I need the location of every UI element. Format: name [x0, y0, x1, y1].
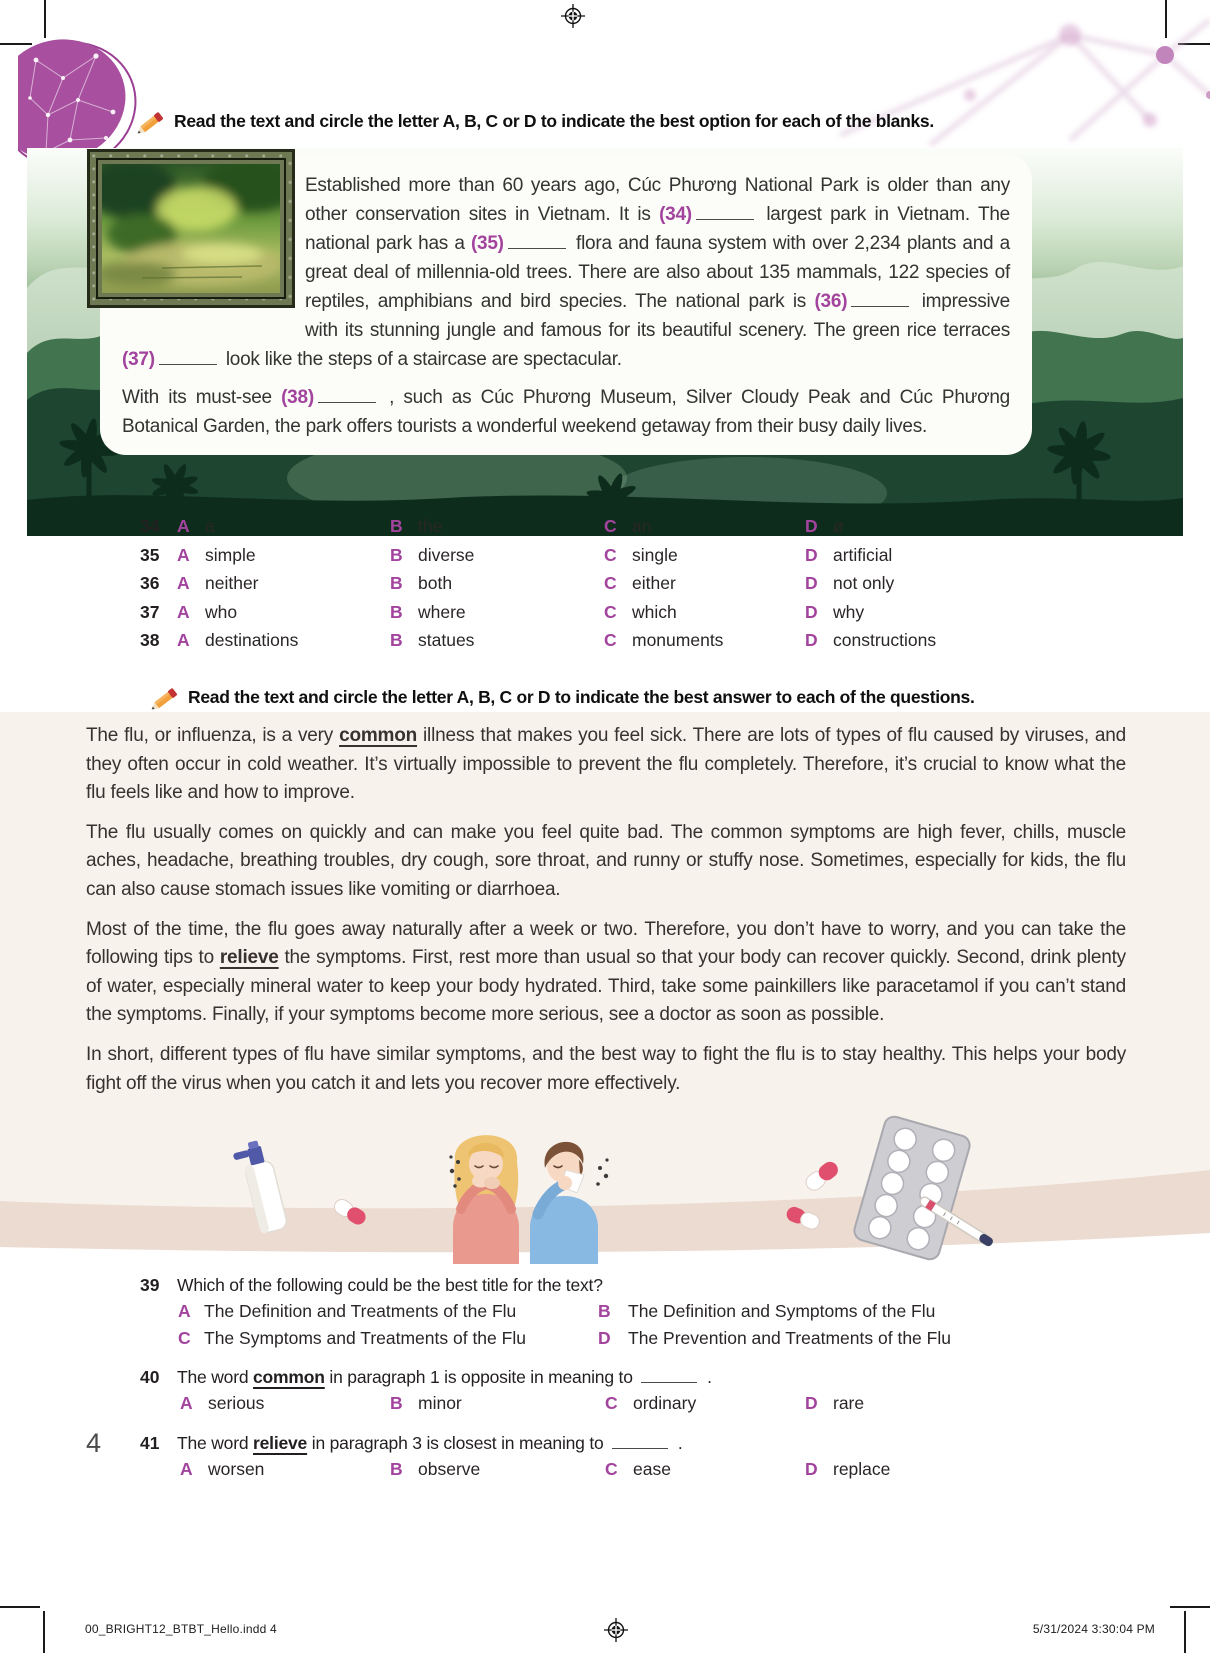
crop-mark	[1184, 1611, 1186, 1653]
choice-text-c: an	[632, 516, 652, 536]
choice-letter-c: C	[604, 630, 617, 651]
choice-text-c: either	[632, 573, 676, 594]
exercise1-instruction-text: Read the text and circle the letter A, B, C or D to indicate the best option for each of the blanks.	[174, 111, 934, 131]
choice-text-a: simple	[205, 544, 256, 565]
choice-letter-a: A	[180, 1393, 193, 1413]
question-40-options	[180, 1390, 1135, 1417]
jungle-photo-inner-frame	[96, 158, 286, 299]
choice-letter-d: D	[805, 601, 818, 622]
option-row	[178, 1298, 1135, 1325]
choice-text-d: not only	[833, 573, 895, 594]
stem-text: .	[702, 1367, 712, 1387]
paragraph-text: the symptoms. First, rest more than usual so that your body can recover quickly. Second, drink plenty of water, especially mineral water to keep your body hydrated. Third, take some painkillers like paracetamol if you can’t stand the symptoms. Finally, if your symptoms become more serious, see a doctor as soon as possible.	[86, 947, 1126, 1026]
passage-text: With its must-see	[122, 387, 282, 408]
question-stem	[177, 1430, 1135, 1456]
paragraph-text: The flu, or influenza, is a very	[86, 725, 340, 746]
exercise1-options	[140, 516, 1140, 659]
question-stem: Which of the following could be the best title for the text?	[177, 1275, 603, 1295]
choice-text-a: worsen	[208, 1459, 265, 1479]
choice-text-b: observe	[418, 1459, 481, 1479]
choice-letter-a: A	[177, 573, 190, 594]
blank-number-35: (35)	[470, 233, 504, 254]
option-row-34	[140, 516, 1140, 545]
keyword-relieve: relieve	[253, 1433, 308, 1453]
choice-letter-c: C	[604, 573, 617, 594]
choice-text-b: the	[418, 516, 443, 536]
choice-text-d: artificial	[833, 544, 893, 565]
choice-letter-b: B	[390, 630, 403, 651]
flu-passage	[86, 722, 1126, 1109]
choice-text-c: single	[632, 544, 678, 565]
jungle-photo-frame	[87, 149, 295, 308]
choice-text-d: why	[833, 601, 865, 622]
choice-letter-c: C	[178, 1327, 191, 1348]
passage-text: look like the steps of a staircase are spectacular.	[220, 349, 622, 370]
stem-text: in paragraph 1 is opposite in meaning to	[324, 1367, 638, 1387]
question-number: 40	[140, 1367, 160, 1387]
pencil-icon	[148, 686, 180, 714]
choice-letter-c: C	[604, 516, 617, 536]
flu-paragraph-1	[86, 722, 1126, 808]
stem-text: The word	[177, 1367, 254, 1387]
pill-blister-pack-icon	[852, 1114, 972, 1261]
question-number: 41	[140, 1433, 160, 1453]
choice-text-c: The Symptoms and Treatments of the Flu	[204, 1327, 526, 1348]
question-39-options	[178, 1298, 1135, 1351]
choice-text-b: statues	[418, 630, 475, 651]
choice-text-d: constructions	[833, 630, 937, 651]
choice-letter-a: A	[177, 516, 190, 536]
question-41	[140, 1430, 1135, 1456]
sneezing-woman-illustration	[449, 1135, 519, 1264]
stem-text: The word	[177, 1433, 254, 1453]
jungle-panel	[27, 148, 1183, 536]
choice-text-a: The Definition and Treatments of the Flu	[204, 1301, 517, 1321]
option-row-36	[140, 573, 1140, 602]
paragraph-text: illness that makes you feel sick. There are lots of types of flu caused by viruses, and they often occur in cold weather. It’s virtually impossible to prevent the flu completely. Therefore, it’s crucial to know what the flu feels like and how to improve.	[86, 725, 1127, 804]
choice-text-a: a	[205, 516, 215, 536]
question-41-options	[180, 1456, 1135, 1483]
choice-text-d: ø	[833, 516, 844, 536]
blank-number-38: (38)	[281, 387, 314, 408]
choice-letter-d: D	[805, 544, 818, 565]
crop-mark	[0, 1606, 40, 1608]
blank-line-36	[851, 291, 909, 307]
choice-text-b: where	[418, 601, 466, 622]
jungle-stream-photo	[102, 164, 280, 293]
keyword-relieve: relieve	[219, 947, 279, 969]
nasal-spray-icon	[231, 1138, 288, 1236]
choice-letter-a: A	[177, 601, 190, 622]
registration-mark-icon	[604, 1618, 628, 1642]
choice-letter-d: D	[805, 630, 818, 651]
choice-letter-c: C	[605, 1459, 618, 1479]
choice-text-a: who	[205, 601, 238, 622]
flu-paragraph-2: The flu usually comes on quickly and can make you feel quite bad. The common symptoms are high fever, chills, muscle aches, headache, breathing troubles, dry cough, sore throat, and runny or stuffy nose. Sometimes, especially for kids, the flu can also cause stomach issues like vomiting or diarrhoea.	[86, 821, 1126, 900]
question-number: 35	[140, 544, 160, 565]
choice-letter-b: B	[390, 516, 403, 536]
pencil-icon	[134, 110, 166, 138]
choice-letter-b: B	[390, 544, 403, 565]
choice-letter-c: C	[605, 1393, 618, 1413]
flu-paragraph-4: In short, different types of flu have similar symptoms, and the best way to fight the flu is to stay healthy. This helps your body fight off the virus when you catch it and lets you recover more effectively.	[86, 1043, 1126, 1094]
page-number: 4	[86, 1428, 102, 1458]
choice-text-c: monuments	[632, 630, 724, 651]
passage-text: Established more than 60 years ago, Cúc Phương National Park is older than any other conservation sites in Vietnam. It is	[305, 175, 1010, 225]
question-number: 39	[140, 1275, 160, 1295]
capsule-icon	[784, 1205, 821, 1232]
crop-mark	[1170, 1606, 1210, 1608]
comprehension-questions	[140, 1272, 1135, 1483]
choice-text-a: serious	[208, 1393, 265, 1413]
question-number: 38	[140, 630, 160, 651]
capsule-icon	[803, 1159, 841, 1194]
choice-letter-d: D	[805, 1459, 818, 1479]
blank-number-34: (34)	[659, 204, 692, 225]
choice-text-d: The Prevention and Treatments of the Flu	[628, 1327, 951, 1348]
keyword-common: common	[253, 1367, 325, 1387]
question-40	[140, 1364, 1135, 1390]
choice-text-b: diverse	[418, 544, 475, 565]
keyword-common: common	[339, 725, 418, 746]
choice-text-d: rare	[833, 1393, 865, 1413]
answer-blank	[612, 1435, 668, 1449]
choice-letter-b: B	[390, 601, 403, 622]
answer-blank	[641, 1369, 697, 1383]
sneezing-man-illustration	[530, 1142, 609, 1264]
passage-text: largest park in Vietnam. The national park has a	[305, 204, 1010, 254]
blank-line-38	[318, 387, 376, 403]
choice-letter-a: A	[178, 1301, 191, 1321]
passage-text: , such as Cúc Phương Museum, Silver Cloudy Peak and Cúc Phương Botanical Garden, the park offers tourists a wonderful weekend getaway from their busy daily lives.	[122, 387, 1010, 437]
passage-text: flora and fauna system with over 2,234 plants and a great deal of millennia-old trees. There are also about 135 mammals, 122 species of reptiles, amphibians and bird species. The national park is	[305, 233, 1010, 312]
choice-letter-d: D	[598, 1327, 611, 1348]
option-row-37	[140, 602, 1140, 631]
blank-line-35	[508, 233, 566, 249]
stem-text: .	[673, 1433, 683, 1453]
blank-number-36: (36)	[814, 291, 848, 312]
footer-datetime: 5/31/2024 3:30:04 PM	[1032, 1622, 1155, 1636]
choice-text-d: replace	[833, 1459, 891, 1479]
stem-text: in paragraph 3 is closest in meaning to	[307, 1433, 609, 1453]
choice-letter-a: A	[180, 1459, 193, 1479]
footer-filename: 00_BRIGHT12_BTBT_Hello.indd 4	[85, 1622, 277, 1636]
choice-text-b: minor	[418, 1393, 462, 1413]
choice-letter-b: B	[390, 573, 403, 594]
choice-text-c: ordinary	[633, 1393, 697, 1413]
choice-letter-c: C	[604, 601, 617, 622]
choice-text-a: destinations	[205, 630, 299, 651]
paragraph-text: Most of the time, the flu goes away naturally after a week or two. Therefore, you don’t have to worry, and you can take the following tips to	[86, 918, 1126, 969]
flu-paragraph-3	[86, 916, 1126, 1030]
question-number: 34	[140, 516, 160, 536]
choice-letter-b: B	[390, 1459, 403, 1479]
option-row	[178, 1325, 1135, 1352]
blank-number-37: (37)	[122, 349, 155, 370]
choice-letter-a: A	[177, 544, 190, 565]
registration-mark-icon	[561, 4, 585, 28]
flu-illustration	[170, 1112, 1050, 1267]
exercise2-instruction-text: Read the text and circle the letter A, B, C or D to indicate the best answer to each of the questions.	[188, 687, 975, 707]
passage-text: impressive with its stunning jungle and famous for its beautiful scenery. The green rice terraces	[305, 291, 1011, 341]
choice-letter-a: A	[177, 630, 190, 651]
choice-text-a: neither	[205, 573, 259, 594]
choice-letter-d: D	[805, 1393, 818, 1413]
crop-mark	[43, 1611, 45, 1653]
option-row-35	[140, 545, 1140, 574]
question-stem	[177, 1364, 1135, 1390]
choice-text-b: The Definition and Symptoms of the Flu	[628, 1301, 936, 1321]
question-39	[140, 1272, 1135, 1298]
capsule-icon	[332, 1197, 369, 1228]
choice-text-c: which	[632, 601, 677, 622]
choice-letter-d: D	[805, 573, 818, 594]
choice-letter-d: D	[805, 516, 818, 536]
choice-text-b: both	[418, 573, 453, 594]
blank-line-37	[159, 349, 217, 365]
question-number: 36	[140, 573, 160, 594]
choice-text-c: ease	[633, 1459, 671, 1479]
choice-letter-b: B	[598, 1301, 611, 1321]
choice-letter-c: C	[604, 544, 617, 565]
choice-letter-b: B	[390, 1393, 403, 1413]
exercise1-instruction	[134, 110, 1114, 138]
option-row-38	[140, 630, 1140, 659]
blank-line-34	[696, 204, 754, 220]
passage-paragraph-2	[122, 383, 1010, 441]
question-number: 37	[140, 601, 160, 622]
exercise2-instruction	[148, 686, 1148, 714]
